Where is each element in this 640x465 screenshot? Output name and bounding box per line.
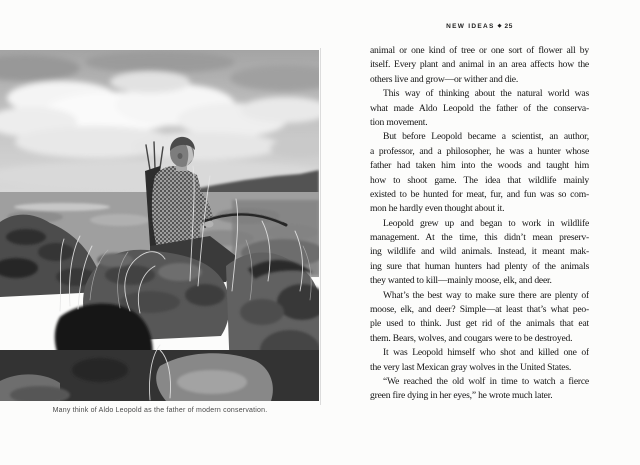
- body-line: ple used to think. Just get rid of the animals that eat: [370, 318, 589, 330]
- body-line: “We reached the old wolf in time to watch a fierce: [383, 375, 589, 387]
- running-head-title: NEW IDEAS: [446, 23, 495, 30]
- body-line: animal or one kind of tree or one sort of flower all by: [370, 45, 589, 56]
- body-line: green fire dying in her eyes,” he wrote much later.: [370, 390, 553, 402]
- body-line: itself. Every plant and animal in an area affects how the: [370, 59, 589, 71]
- body-line: existed to be hunted for meat, fur, and fun was so com-: [370, 188, 589, 200]
- body-line: moose, elk, and deer? Simple—at least that’s what peo-: [370, 304, 589, 316]
- body-line: father had taken him into the woods and taught him: [370, 160, 589, 172]
- body-line: This way of thinking about the natural world was: [383, 88, 589, 100]
- body-line: a professor, and a philosopher, he was a hunter whose: [370, 145, 589, 157]
- body-line: others live and grow—or wither and die.: [370, 73, 519, 85]
- body-line: What’s the best way to make sure there are plenty of: [383, 289, 589, 301]
- running-head-page-number: 25: [504, 23, 513, 30]
- body-line: Leopold grew up and began to work in wildlife: [383, 217, 589, 229]
- body-line: management. At the time, this didn’t mean preserv-: [370, 232, 589, 244]
- photo-caption: Many think of Aldo Leopold as the father of modern conservation.: [52, 407, 268, 414]
- body-line: tion movement.: [370, 116, 428, 128]
- body-line: mon he hardly even thought about it.: [370, 203, 505, 215]
- page-gutter-rule: [320, 48, 321, 405]
- body-line: ing wildlife and wild animals. Instead, it meant mak-: [370, 246, 589, 258]
- body-line: them. Bears, wolves, and cougars were to be destroyed.: [370, 332, 573, 344]
- leopold-photo-art: [0, 50, 319, 401]
- body-line: how to shoot game. The idea that wildlife mainly: [370, 174, 589, 186]
- body-line: they wanted to kill—mainly moose, elk, and deer.: [370, 275, 552, 287]
- body-line: But before Leopold became a scientist, an author,: [383, 131, 589, 143]
- body-text: [370, 44, 589, 404]
- running-head: [370, 23, 589, 30]
- body-line: ing sure that human hunters had plenty of the animals: [370, 260, 589, 272]
- body-line: the very last Mexican gray wolves in the United States.: [370, 361, 572, 373]
- leopold-photo: [0, 50, 319, 401]
- body-line: what made Aldo Leopold the father of the conserva-: [370, 102, 589, 114]
- body-line: It was Leopold himself who shot and killed one of: [383, 347, 589, 359]
- running-head-separator: ◆: [497, 23, 502, 29]
